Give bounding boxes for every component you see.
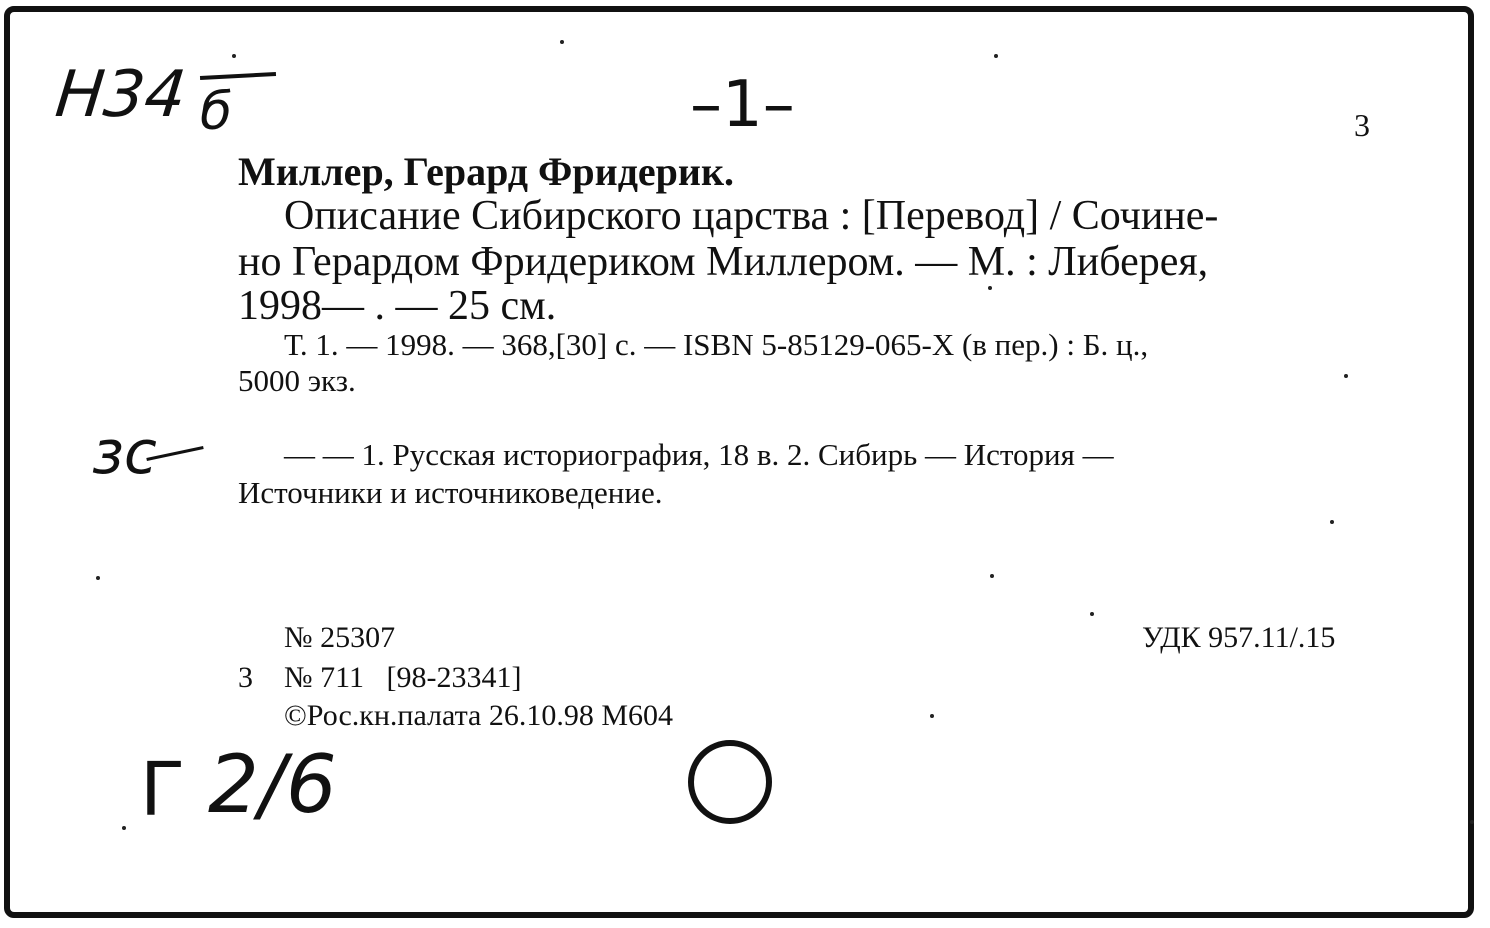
scan-speck [1344,374,1348,378]
subject-line-1: — — 1. Русская историография, 18 в. 2. Сибирь — История — [284,437,1114,472]
scan-speck [96,576,100,580]
scan-speck [930,714,934,718]
handwritten-shelf-denominator: б [200,82,233,142]
scan-speck [560,40,564,44]
scan-speck [994,54,998,58]
handwritten-bottom-fraction: 2/6 [208,738,337,831]
title-line-3: 1998— . — 25 см. [238,283,557,329]
scan-speck [990,574,994,578]
title-line-1: Описание Сибирского царства : [Перевод] / Сочине- [284,193,1219,239]
scan-speck [1330,520,1334,524]
handwritten-card-number: –1– [690,68,795,142]
scan-speck [988,286,992,290]
scan-speck [122,826,126,830]
corner-number: 3 [1354,107,1370,143]
catalog-prefix: 3 [238,661,253,694]
punch-hole-icon [688,740,772,824]
subject-line-2: Источники и источниковедение. [238,475,663,510]
handwritten-bottom-letter: Г [140,747,186,833]
author-heading: Миллер, Герард Фридерик. [238,149,735,194]
scan-speck [1090,612,1094,616]
title-line-2: но Герардом Фридериком Миллером. — М. : Либерея, [238,239,1209,285]
handwritten-location-note: зс [92,418,157,488]
record-number: № 25307 [284,621,396,654]
handwritten-shelf-mark: Н34 [52,58,190,132]
volume-line-1: Т. 1. — 1998. — 368,[30] с. — ISBN 5-85129-065-Х (в пер.) : Б. ц., [284,327,1149,362]
udc-code: УДК 957.11/.15 [1142,621,1336,654]
copyright-line: ©Рос.кн.палата 26.10.98 М604 [284,699,674,732]
scan-speck [232,54,236,58]
catalog-number: № 711 [98-23341] [284,661,522,694]
scan-speck [1470,820,1474,824]
volume-line-2: 5000 экз. [238,363,356,398]
